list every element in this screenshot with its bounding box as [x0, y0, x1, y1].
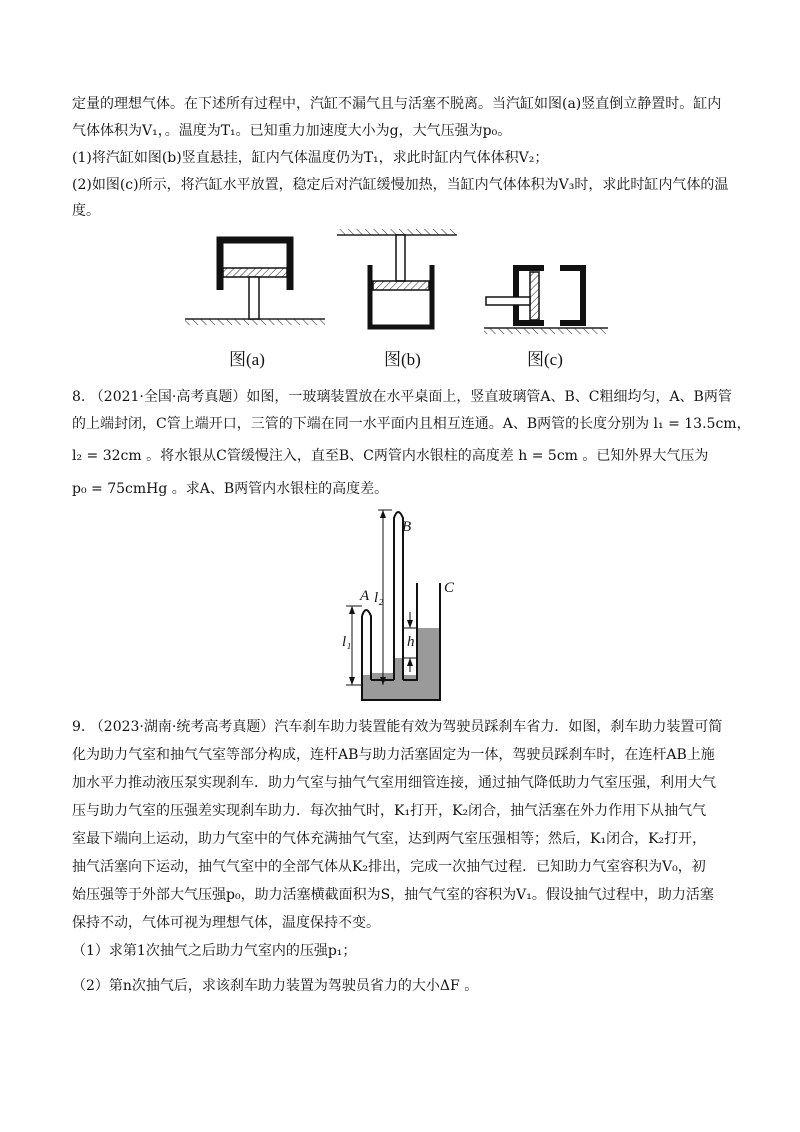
label-l2: l₂ [374, 590, 384, 606]
q9-line-2: 化为助力气室和抽气气室等部分构成，连杆AB与助力活塞固定为一体，驾驶员踩刹车时，在连杆AB上施 [72, 747, 715, 763]
q9-line-8: 保持不动，气体可视为理想气体，温度保持不变。 [72, 915, 380, 931]
label-A: A [360, 588, 370, 604]
q8-line-4: p₀ = 75cmHg 。求A、B两管内水银柱的高度差。 [72, 481, 389, 497]
q8-line-2: 的上端封闭，C管上端开口，三管的下端在同一水平面内且相互连通。A、B两管的长度分别为 l₁ = 13.5cm， [72, 416, 751, 432]
q9-line-4: 压与助力气室的压强差实现刹车助力．每次抽气时，K₁打开，K₂闭合，抽气活塞在外力作用下从抽气气 [72, 803, 707, 819]
caption-a: 图(a) [229, 350, 265, 369]
q9-line-5: 室最下端向上运动，助力气室中的气体充满抽气气室，达到两气室压强相等；然后，K₁闭合，K₂打开， [72, 831, 707, 847]
q9-line-1: 9. （2023·湖南·统考高考真题）汽车刹车助力装置能有效为驾驶员踩刹车省力．如图，刹车助力装置可简 [72, 719, 723, 735]
q7-line-4: (2)如图(c)所示，将汽缸水平放置，稳定后对汽缸缓慢加热，当缸内气体体积为V₃时，求此时缸内气体的温 [72, 177, 729, 193]
q9-line-6: 抽气活塞向下运动，抽气气室中的全部气体从K₂排出，完成一次抽气过程．已知助力气室容积为V₀，初 [72, 859, 706, 875]
q9-line-3: 加水平力推动液压泵实现刹车．助力气室与抽气气室用细管连接，通过抽气降低助力气室压强，利用大气 [72, 775, 716, 791]
q9-line-10: （2）第n次抽气后，求该刹车助力装置为驾驶员省力的大小ΔF 。 [72, 978, 479, 994]
q7-line-3: (1)将汽缸如图(b)竖直悬挂，缸内气体温度仍为T₁，求此时缸内气体体积V₂； [72, 150, 549, 166]
label-C: C [444, 580, 455, 596]
label-h: h [407, 634, 415, 650]
q8-line-1: 8. （2021·全国·高考真题）如图，一玻璃装置放在水平桌面上，竖直玻璃管A、B、C粗细均匀，A、B两管 [72, 389, 732, 405]
caption-b: 图(b) [384, 350, 421, 369]
q8-line-3: l₂ = 32cm 。将水银从C管缓慢注入，直至B、C两管内水银柱的高度差 h = 5cm 。已知外界大气压为 [72, 448, 709, 464]
q7-line-5: 度。 [72, 203, 100, 219]
caption-c: 图(c) [527, 350, 563, 369]
label-B: B [402, 519, 412, 535]
label-l1: l₁ [342, 634, 352, 650]
q9-line-9: （1）求第1次抽气之后助力气室内的压强p₁； [72, 943, 357, 959]
q9-line-7: 始压强等于外部大气压强p₀，助力活塞横截面积为S，抽气气室的容积为V₁。假设抽气过程中，助力活塞 [72, 887, 714, 903]
q7-line-2: 气体体积为V₁，。温度为T₁。已知重力加速度大小为g，大气压强为p₀。 [72, 123, 512, 139]
q7-line-1: 定量的理想气体。在下述所有过程中，汽缸不漏气且与活塞不脱离。当汽缸如图(a)竖直倒立静置时。缸内 [72, 96, 722, 112]
